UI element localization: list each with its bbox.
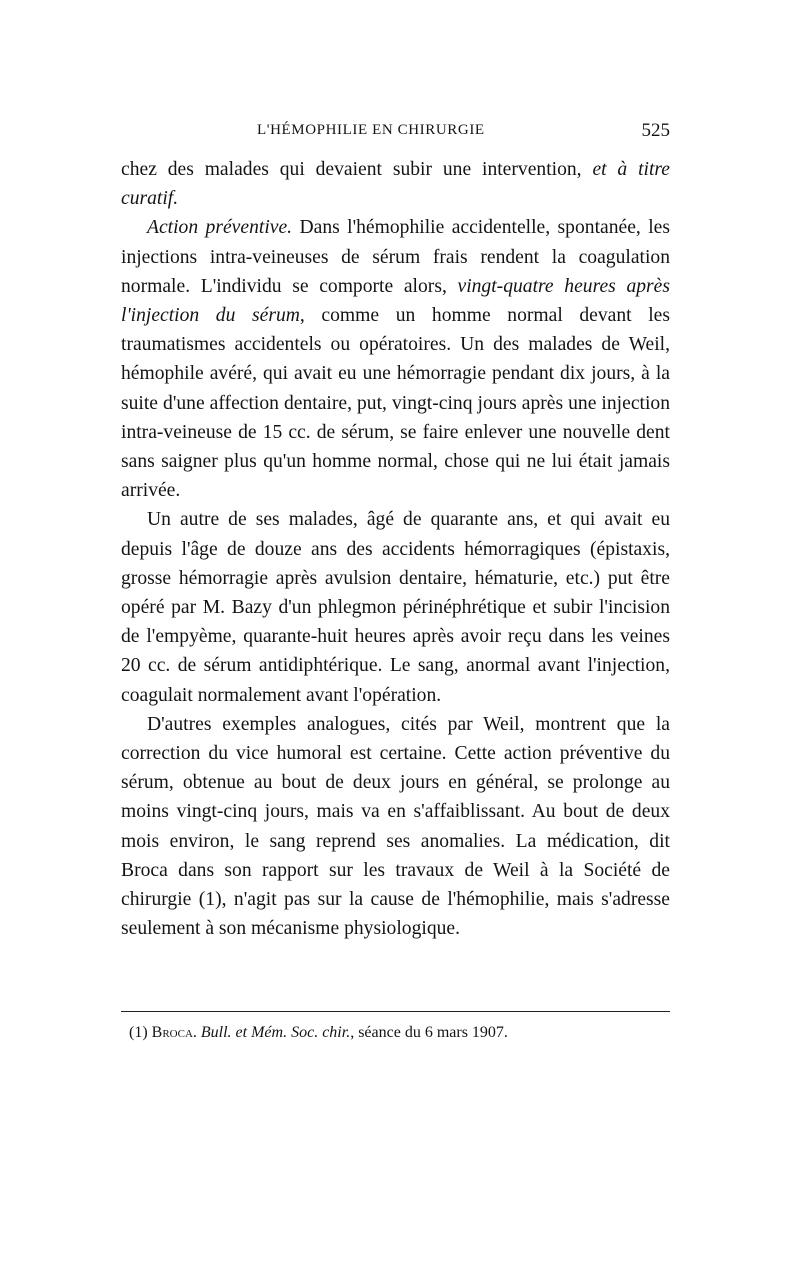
footnote [129, 1022, 674, 1044]
italic-phrase: vingt-quatre heures après l'injection du sérum [121, 275, 670, 327]
paragraph-other-examples [121, 710, 670, 944]
footnote-rule [121, 1011, 670, 1012]
paragraph-action-preventive [121, 213, 670, 505]
footnote-source: Bull. et Mém. Soc. chir. [200, 1024, 351, 1041]
footnote-details: , séance du 6 mars 1907. [350, 1024, 508, 1041]
paragraph-text: Dans l'hémophilie accidentelle, spontanée, les injections intra-veineuses de sérum frais rendent la coagulation normale. L'individu se comporte alors, [121, 217, 670, 297]
paragraph-text: , comme un homme normal devant les traumatismes accidentels ou opératoires. Un des malades de Weil, hémophile avéré, qui avait eu une hémorragie pendant dix jours, à la suite d'une affection dentaire, put, vingt-cinq jours après une injection intra-veineuse de 15 cc. de sérum, se faire enlever une nouvelle dent sans saigner plus qu'un homme normal, chose qui ne lui était jamais arrivée. [121, 305, 670, 502]
body-text [121, 155, 670, 943]
page-number: 525 [641, 120, 670, 141]
paragraph-second-patient [121, 505, 670, 709]
section-lead: Action préventive. [147, 217, 293, 239]
italic-phrase: et à titre curatif. [121, 159, 670, 210]
paragraph-continuation [121, 155, 670, 213]
running-title: L'HÉMOPHILIE EN CHIRURGIE [257, 122, 485, 138]
footnote-marker: (1) [129, 1024, 152, 1041]
footnote-author: Broca [151, 1024, 193, 1041]
footnote-separator: . [192, 1024, 201, 1041]
paragraph-text: Un autre de ses malades, âgé de quarante ans, et qui avait eu depuis l'âge de douze ans des accidents hémorragiques (épistaxis, grosse hémorragie après avulsion dentaire, hématurie, etc.) put être opéré par M. Bazy d'un phlegmon périnéphrétique et subir l'incision de l'empyème, quarante-huit heures après avoir reçu dans les veines 20 cc. de sérum antidiphtérique. Le sang, anormal avant l'injection, coagulait normalement avant l'opération. [121, 509, 670, 706]
paragraph-text: D'autres exemples analogues, cités par Weil, montrent que la correction du vice humoral est certaine. Cette action préventive du sérum, obtenue au bout de deux jours en général, se prolonge au moins vingt-cinq jours, mais va en s'affaiblissant. Au bout de deux mois environ, le sang reprend ses anomalies. La médication, dit Broca dans son rapport sur les travaux de Weil à la Société de chirurgie (1), n'agit pas sur la cause de l'hémophilie, mais s'adresse seulement à son mécanisme physiologique. [121, 713, 670, 940]
paragraph-text: chez des malades qui devaient subir une intervention, [121, 159, 593, 180]
running-head [121, 122, 670, 152]
